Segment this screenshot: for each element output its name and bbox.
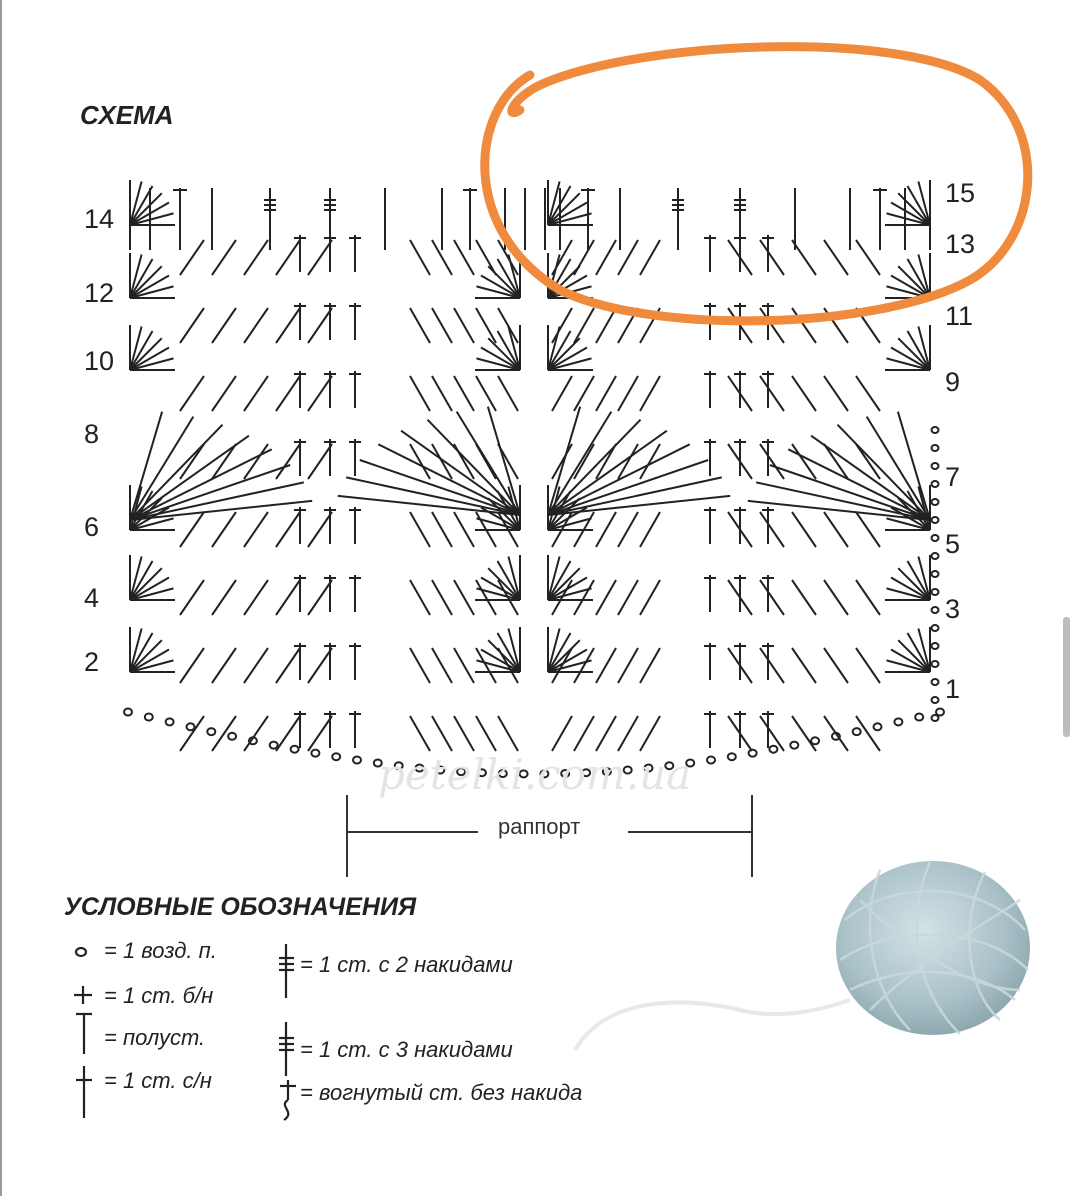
diagonal-stitch xyxy=(410,716,430,751)
chain-dot xyxy=(932,427,939,433)
diagonal-stitch xyxy=(410,376,430,411)
diagonal-stitch xyxy=(574,240,594,275)
row-number-left: 6 xyxy=(84,512,100,542)
diagonal-stitch xyxy=(760,512,784,547)
legend-treble-2: = 1 ст. с 2 накидами xyxy=(300,952,513,977)
diagonal-stitch xyxy=(792,716,816,751)
chain-dot xyxy=(332,753,340,760)
chain-dot xyxy=(932,697,939,703)
diagonal-stitch xyxy=(618,648,638,683)
chain-dot xyxy=(932,571,939,577)
diagonal-stitch xyxy=(476,376,496,411)
chain-dot xyxy=(811,737,819,744)
watermark: petelki.com.ua xyxy=(378,750,692,799)
legend-half-double: = полуст. xyxy=(104,1025,206,1050)
diagonal-stitch xyxy=(180,648,204,683)
chain-dot xyxy=(932,445,939,451)
diagonal-stitch xyxy=(760,444,784,479)
diagonal-stitch xyxy=(212,512,236,547)
chain-dot xyxy=(124,709,132,716)
diagonal-stitch xyxy=(824,512,848,547)
chain-dot xyxy=(932,607,939,613)
diagonal-stitch xyxy=(574,648,594,683)
chain-dot xyxy=(166,718,174,725)
chain-dot xyxy=(932,715,939,721)
diagonal-stitch xyxy=(308,716,332,751)
diagonal-stitch xyxy=(454,716,474,751)
diagonal-stitch xyxy=(640,376,660,411)
diagonal-stitch xyxy=(596,376,616,411)
chain-dot xyxy=(291,746,299,753)
chain-dot xyxy=(207,728,215,735)
legend-treble-3: = 1 ст. с 3 накидами xyxy=(300,1037,513,1062)
diagonal-stitch xyxy=(824,240,848,275)
chain-dot xyxy=(145,714,153,721)
diagonal-stitch xyxy=(792,580,816,615)
diagonal-stitch xyxy=(552,716,572,751)
diagonal-stitch xyxy=(308,308,332,343)
diagonal-stitch xyxy=(432,376,452,411)
chain-dot xyxy=(932,499,939,505)
diagonal-stitch xyxy=(180,308,204,343)
diagonal-stitch xyxy=(212,240,236,275)
diagonal-stitch xyxy=(454,376,474,411)
row-number-right: 15 xyxy=(945,178,976,208)
legend-title: УСЛОВНЫЕ ОБОЗНАЧЕНИЯ xyxy=(64,893,417,921)
diagonal-stitch xyxy=(552,376,572,411)
chain-dot xyxy=(932,679,939,685)
diagonal-stitch xyxy=(276,240,300,275)
diagonal-stitch xyxy=(180,240,204,275)
diagonal-stitch xyxy=(574,444,594,479)
row-number-right: 7 xyxy=(945,462,961,492)
diagonal-stitch xyxy=(856,648,880,683)
diagonal-stitch xyxy=(552,240,572,275)
diagonal-stitch xyxy=(244,240,268,275)
chain-dot xyxy=(769,746,777,753)
diagonal-stitch xyxy=(244,716,268,751)
diagonal-stitch xyxy=(244,512,268,547)
chain-dot xyxy=(270,742,278,749)
diagonal-stitch xyxy=(824,580,848,615)
diagonal-stitch xyxy=(454,444,474,479)
diagonal-stitch xyxy=(596,580,616,615)
diagonal-stitch xyxy=(410,648,430,683)
row-number-right: 1 xyxy=(945,674,961,704)
diagonal-stitch xyxy=(618,512,638,547)
diagonal-stitch xyxy=(212,376,236,411)
chain-dot xyxy=(790,742,798,749)
diagonal-stitch xyxy=(792,308,816,343)
diagonal-stitch xyxy=(308,240,332,275)
diagonal-stitch xyxy=(760,580,784,615)
diagonal-stitch xyxy=(308,512,332,547)
diagonal-stitch xyxy=(574,580,594,615)
diagonal-stitch xyxy=(552,444,572,479)
diagonal-stitch xyxy=(596,512,616,547)
chain-dot xyxy=(915,714,923,721)
diagonal-stitch xyxy=(824,716,848,751)
diagonal-stitch xyxy=(410,240,430,275)
chain-dot xyxy=(932,625,939,631)
diagonal-stitch xyxy=(760,240,784,275)
chain-dot xyxy=(936,709,944,716)
legend-chain: = 1 возд. п. xyxy=(104,938,217,963)
diagonal-stitch xyxy=(244,648,268,683)
diagonal-stitch xyxy=(276,580,300,615)
diagonal-stitch xyxy=(454,580,474,615)
diagonal-stitch xyxy=(476,716,496,751)
diagonal-stitch xyxy=(410,580,430,615)
chain-dot xyxy=(932,463,939,469)
rapport-label: раппорт xyxy=(498,814,581,839)
diagonal-stitch xyxy=(856,512,880,547)
diagonal-stitch xyxy=(180,580,204,615)
diagonal-stitch xyxy=(792,648,816,683)
diagonal-stitch xyxy=(760,376,784,411)
diagonal-stitch xyxy=(640,716,660,751)
row-number-right: 9 xyxy=(945,367,961,397)
chain-dot xyxy=(932,481,939,487)
diagonal-stitch xyxy=(180,444,204,479)
diagonal-stitch xyxy=(454,648,474,683)
diagonal-stitch xyxy=(596,716,616,751)
diagonal-stitch xyxy=(276,512,300,547)
diagonal-stitch xyxy=(432,512,452,547)
diagonal-stitch xyxy=(212,648,236,683)
diagonal-stitch xyxy=(640,580,660,615)
row-number-left: 12 xyxy=(84,278,115,308)
legend-post-stitch: = вогнутый ст. без накида xyxy=(300,1080,583,1105)
diagonal-stitch xyxy=(276,444,300,479)
row-number-left: 4 xyxy=(84,583,100,613)
diagonal-stitch xyxy=(308,648,332,683)
chain-dot xyxy=(728,753,736,760)
diagonal-stitch xyxy=(498,376,518,411)
diagonal-stitch xyxy=(432,716,452,751)
chain-dot xyxy=(353,757,361,764)
diagonal-stitch xyxy=(618,376,638,411)
row-number-left: 10 xyxy=(84,346,115,376)
diagonal-stitch xyxy=(244,580,268,615)
diagonal-stitch xyxy=(432,580,452,615)
diagonal-stitch xyxy=(276,308,300,343)
diagonal-stitch xyxy=(824,648,848,683)
diagonal-stitch xyxy=(552,308,572,343)
diagonal-stitch xyxy=(212,308,236,343)
diagonal-stitch xyxy=(180,512,204,547)
diagonal-stitch xyxy=(596,240,616,275)
chain-dot xyxy=(932,553,939,559)
chain-dot xyxy=(311,750,319,757)
diagonal-stitch xyxy=(792,512,816,547)
schema-title: СХЕМА xyxy=(80,100,174,130)
diagonal-stitch xyxy=(180,376,204,411)
chain-dot xyxy=(932,661,939,667)
row-number-right: 13 xyxy=(945,229,976,259)
diagonal-stitch xyxy=(596,648,616,683)
diagonal-stitch xyxy=(574,376,594,411)
diagonal-stitch xyxy=(454,308,474,343)
legend-double-crochet: = 1 ст. с/н xyxy=(104,1068,212,1093)
diagonal-stitch xyxy=(856,580,880,615)
diagonal-stitch xyxy=(454,512,474,547)
diagonal-stitch xyxy=(244,376,268,411)
row-number-left: 8 xyxy=(84,419,100,449)
diagonal-stitch xyxy=(476,240,496,275)
diagonal-stitch xyxy=(476,308,496,343)
diagonal-stitch xyxy=(574,716,594,751)
diagonal-stitch xyxy=(410,512,430,547)
row-number-left: 2 xyxy=(84,647,100,677)
chain-dot xyxy=(932,589,939,595)
chain-dot xyxy=(228,733,236,740)
diagonal-stitch xyxy=(824,376,848,411)
diagonal-stitch xyxy=(498,716,518,751)
diagonal-stitch xyxy=(618,716,638,751)
row-number-left: 14 xyxy=(84,204,115,234)
diagonal-stitch xyxy=(432,648,452,683)
diagonal-stitch xyxy=(640,512,660,547)
row-number-right: 3 xyxy=(945,594,961,624)
diagonal-stitch xyxy=(432,308,452,343)
chain-dot xyxy=(932,643,939,649)
diagonal-stitch xyxy=(760,308,784,343)
diagonal-stitch xyxy=(276,376,300,411)
diagonal-stitch xyxy=(856,376,880,411)
diagonal-stitch xyxy=(760,648,784,683)
chain-dot xyxy=(894,718,902,725)
diagonal-stitch xyxy=(410,308,430,343)
chain-dot xyxy=(932,517,939,523)
diagonal-stitch xyxy=(432,444,452,479)
row-number-right: 11 xyxy=(945,301,974,331)
legend-single-crochet: = 1 ст. б/н xyxy=(104,983,214,1008)
chain-dot xyxy=(707,757,715,764)
diagonal-stitch xyxy=(640,240,660,275)
diagonal-stitch xyxy=(856,444,880,479)
diagonal-stitch xyxy=(308,580,332,615)
diagonal-stitch xyxy=(856,240,880,275)
chain-dot xyxy=(932,535,939,541)
chain-dot xyxy=(853,728,861,735)
diagonal-stitch xyxy=(618,580,638,615)
diagonal-stitch xyxy=(244,308,268,343)
diagonal-stitch xyxy=(640,648,660,683)
chain-dot xyxy=(749,750,757,757)
diagonal-stitch xyxy=(596,308,616,343)
chain-dot xyxy=(874,723,882,730)
diagonal-stitch xyxy=(618,444,638,479)
row-number-right: 5 xyxy=(945,529,961,559)
diagonal-stitch xyxy=(792,376,816,411)
diagonal-stitch xyxy=(212,580,236,615)
diagonal-stitch xyxy=(574,308,594,343)
chain-dot xyxy=(187,723,195,730)
diagonal-stitch xyxy=(180,716,204,751)
diagonal-stitch xyxy=(308,444,332,479)
diagonal-stitch xyxy=(276,648,300,683)
diagonal-stitch xyxy=(308,376,332,411)
